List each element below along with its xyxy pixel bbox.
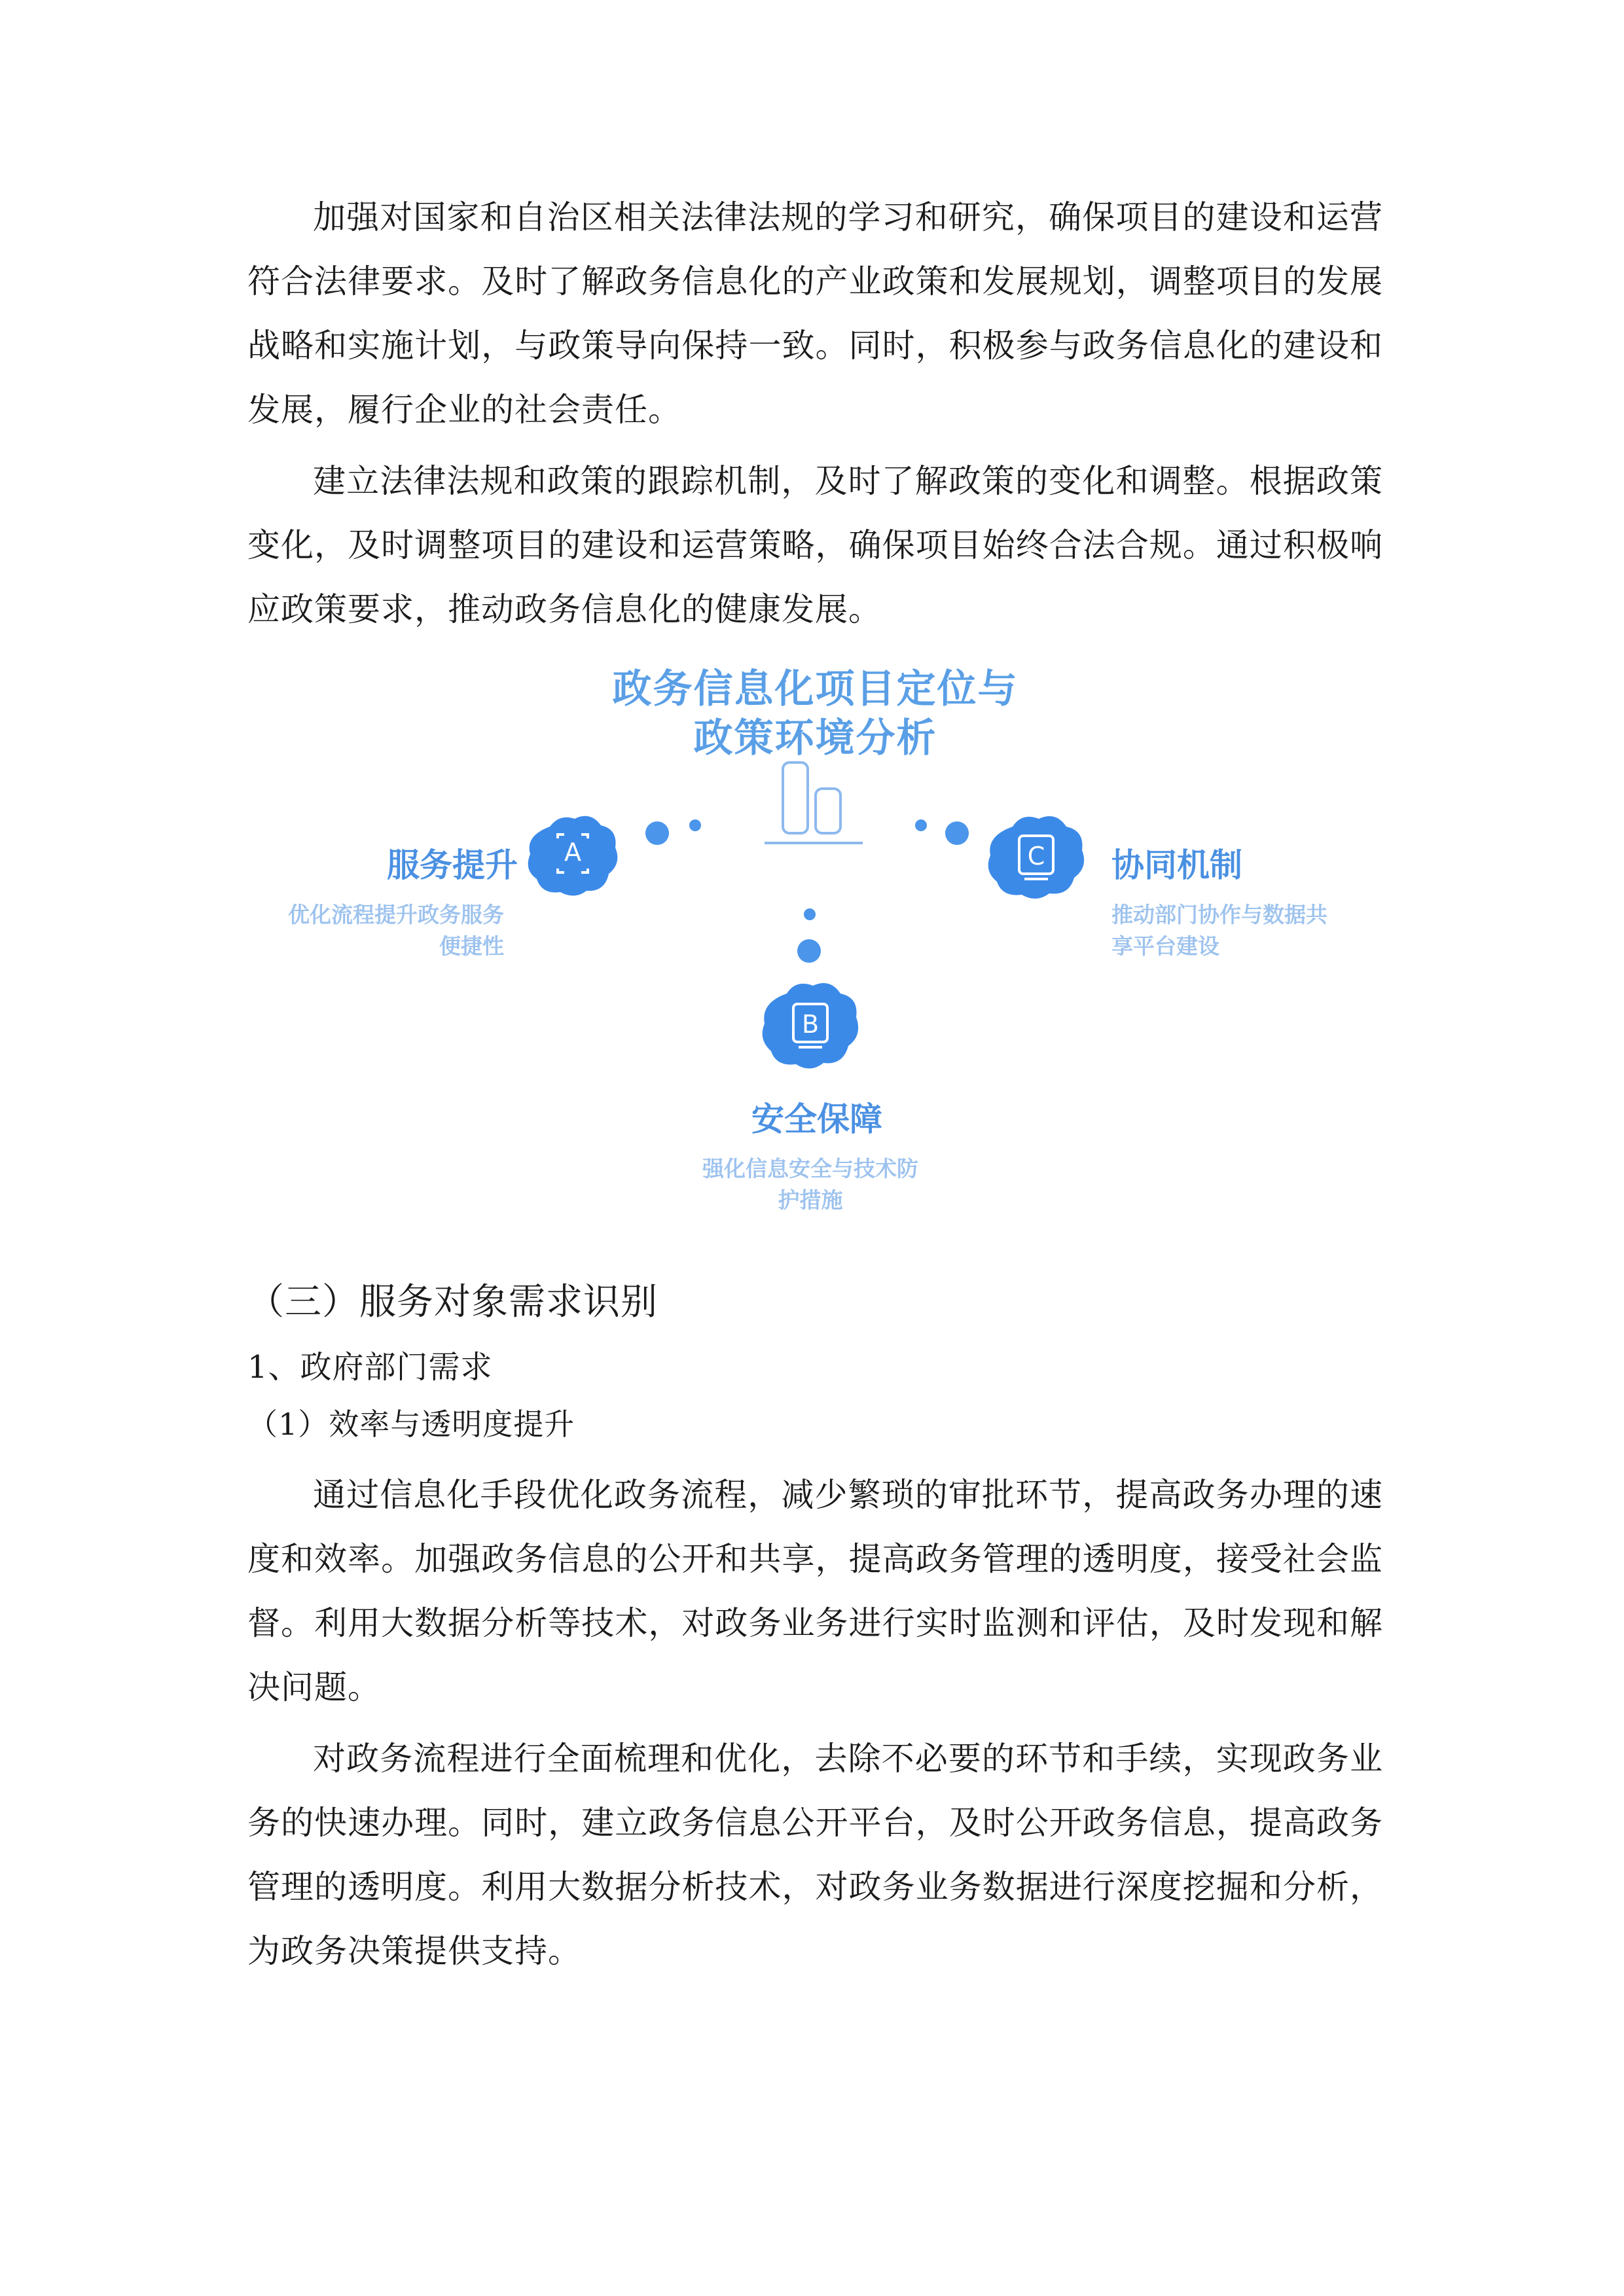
node-c-desc-line2: 享平台建设 [1111,933,1219,959]
paragraph-process-optimization: 对政务流程进行全面梳理和优化，去除不必要的环节和手续，实现政务业务的快速办理。同时，建立政务信息公开平台，及时公开政务信息，提高政务管理的透明度。利用大数据分析技术，对政务业务数据进行深度挖掘和分析，为政务决策提供支持。 [247,1740,1383,1970]
connector-dot [689,819,701,831]
node-b-cloud-icon [758,975,863,1073]
bar-chart-icon [758,759,869,851]
node-b-desc-line2: 护措施 [778,1187,843,1213]
node-a-label: 服务提升 [387,846,518,884]
node-c-label: 协同机制 [1111,846,1242,884]
svg-text:C: C [1027,842,1045,870]
connector-dot [797,939,821,963]
diagram-title-line1: 政务信息化项目定位与 [612,666,1019,712]
paragraph-policy-tracking: 建立法律法规和政策的跟踪机制，及时了解政策的变化和调整。根据政策变化，及时调整项目的建设和运营策略，确保项目始终合法合规。通过积极响应政策要求，推动政务信息化的健康发展。 [247,462,1383,628]
node-b-desc-line1: 强化信息安全与技术防 [702,1156,918,1181]
connector-dot [945,821,969,845]
node-b-label: 安全保障 [751,1100,882,1138]
subsection-heading: 1、政府部门需求 [247,1349,493,1386]
sub-subsection-heading: （1）效率与透明度提升 [247,1407,575,1442]
section-heading: （三）服务对象需求识别 [247,1281,658,1323]
node-a-desc-line1: 优化流程提升政务服务 [288,902,504,927]
connector-dot [804,908,816,920]
node-c-cloud-icon [984,808,1089,903]
svg-text:B: B [801,1010,820,1039]
node-a-desc-line2: 便捷性 [439,933,504,959]
node-c-desc-line1: 推动部门协作与数据共 [1111,902,1327,927]
node-b-description [679,1153,941,1216]
connector-dot [915,819,927,831]
node-a-cloud-icon [524,808,622,900]
node-a-description [262,899,504,962]
paragraph-legal-compliance: 加强对国家和自治区相关法律法规的学习和研究，确保项目的建设和运营符合法律要求。及时了解政务信息化的产业政策和发展规划，调整项目的发展战略和实施计划，与政策导向保持一致。同时，积极参与政务信息化的建设和发展，履行企业的社会责任。 [247,198,1383,429]
connector-dot [645,821,669,845]
positioning-diagram [247,648,1383,1250]
svg-text:A: A [564,838,581,867]
node-c-description [1111,899,1373,962]
diagram-title-line2: 政策环境分析 [693,715,937,761]
paragraph-efficiency: 通过信息化手段优化政务流程，减少繁琐的审批环节，提高政务办理的速度和效率。加强政务信息的公开和共享，提高政务管理的透明度，接受社会监督。利用大数据分析等技术，对政务业务进行实时监测和评估，及时发现和解决问题。 [247,1476,1383,1706]
